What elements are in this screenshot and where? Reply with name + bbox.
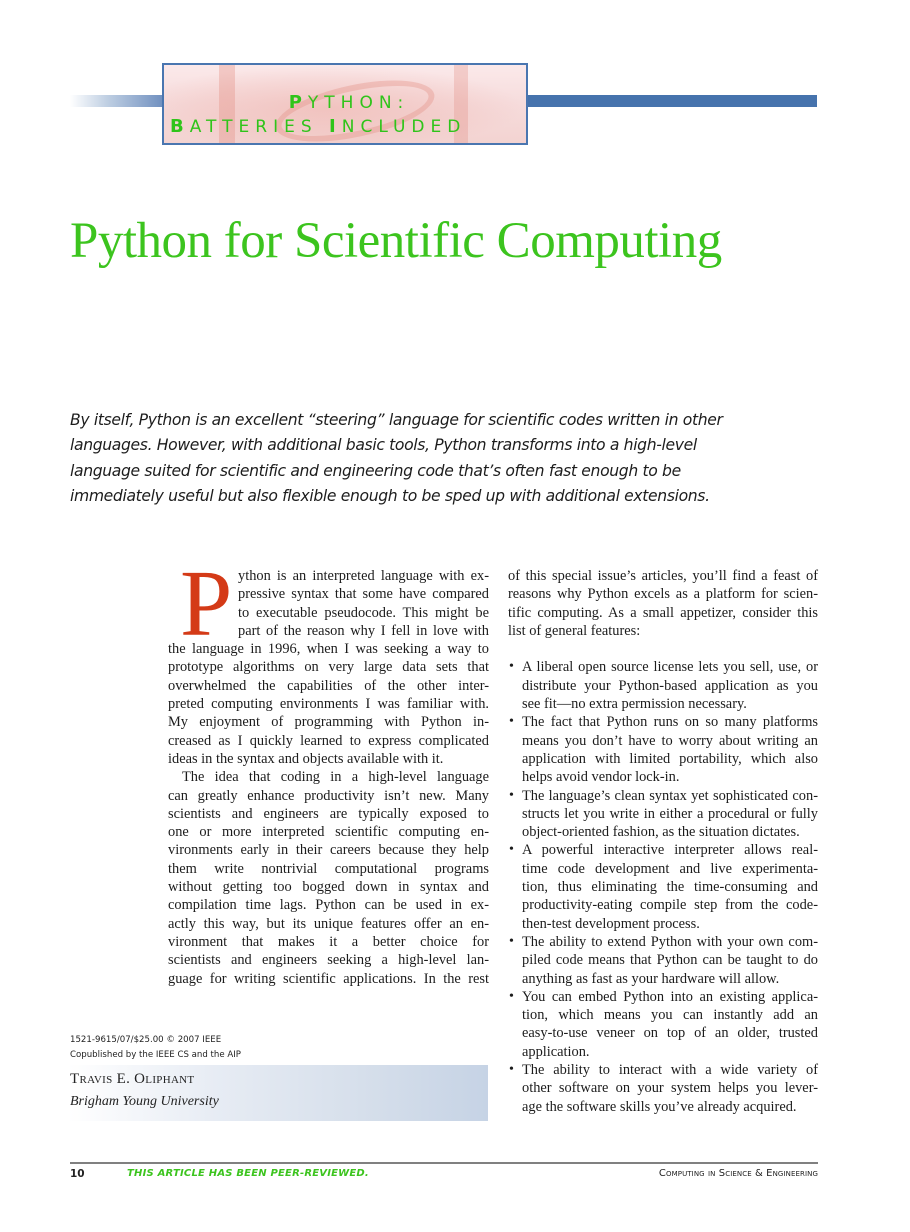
bullet-line: structs let you write in either a procedural or fully	[522, 805, 818, 822]
article-title: Python for Scientific Computing	[70, 213, 722, 269]
bullet-line: anything as fast as your hardware will allow.	[522, 970, 780, 987]
department-title-line2: BATTERIES INCLUDED	[170, 116, 467, 137]
body-line: actly this way, but its unique features offer an en-	[168, 915, 489, 932]
body-line: vironments early in their careers because they help	[168, 842, 489, 859]
body-line: overwhelmed the capabilities of the other inter-	[168, 677, 489, 694]
body-line: My enjoyment of programming with Python in-	[168, 714, 489, 731]
author-name: Travis E. Oliphant	[70, 1071, 195, 1087]
bullet-line: piled code means that Python can be taught to do	[522, 952, 818, 969]
author-affiliation: Brigham Young University	[70, 1094, 219, 1109]
body-line: list of general features:	[508, 622, 641, 639]
copyright-notice	[70, 1033, 241, 1063]
body-line: scientists and engineers seeking a high-level lan-	[168, 952, 489, 969]
page-number: 10	[70, 1168, 85, 1180]
header-band-right	[527, 95, 817, 107]
bullet-line: The ability to interact with a wide variety of	[522, 1062, 818, 1079]
feature-list-item	[508, 1061, 818, 1116]
body-line: ython is an interpreted language with ex-	[238, 568, 489, 584]
header-band-left	[70, 95, 164, 107]
body-column-right	[508, 567, 818, 1116]
bullet-line: other software on your system helps you lever-	[522, 1080, 818, 1097]
abstract-line: immediately useful but also flexible enough to be sped up with additional extensions.	[70, 487, 710, 506]
feature-list-item	[508, 841, 818, 932]
body-line: preted computing environments I was familiar with.	[168, 696, 489, 713]
body-line: The idea that coding in a high-level language	[182, 769, 489, 786]
journal-name: Computing in Science & Engineering	[658, 1168, 818, 1179]
feature-list	[508, 658, 818, 1115]
bullet-line: distribute your Python-based application as you	[522, 677, 818, 694]
bullet-line: easy-to-use veneer on top of an older, trusted	[522, 1025, 818, 1042]
bullet-line: application.	[522, 1043, 590, 1060]
body-column-left	[168, 552, 489, 988]
abstract-line: language suited for scientific and engineering code that’s often fast enough to be	[70, 461, 681, 480]
bullet-icon: •	[509, 842, 514, 858]
copublished-line: Copublished by the IEEE CS and the AIP	[70, 1050, 241, 1060]
body-line: vironment that makes it a better choice for	[168, 933, 489, 950]
feature-list-item	[508, 658, 818, 713]
bullet-line: tion, which means you can instantly add an	[522, 1007, 818, 1024]
body-line: can greatly enhance productivity isn’t new. Many	[168, 787, 489, 804]
bullet-line: object-oriented fashion, as the situation dictates.	[522, 824, 800, 841]
bullet-icon: •	[509, 659, 514, 675]
body-line: to executable pseudocode. This might be	[238, 604, 489, 621]
body-line: tific computing. As a small appetizer, consider this	[508, 604, 818, 621]
article-abstract	[70, 408, 770, 510]
bullet-icon: •	[509, 787, 514, 803]
bullet-line: means you don’t have to worry about writing an	[522, 732, 818, 749]
abstract-line: languages. However, with additional basic tools, Python transforms into a high-level	[70, 436, 697, 455]
feature-list-item	[508, 988, 818, 1061]
body-line: of this special issue’s articles, you’ll find a feast of	[508, 568, 818, 584]
body-line: part of the reason why I fell in love with	[238, 622, 489, 639]
feature-list-item	[508, 713, 818, 786]
bullet-line: The ability to extend Python with your own com-	[522, 933, 818, 950]
department-title-line1: PYTHON:	[288, 92, 410, 113]
footer-rule	[70, 1162, 818, 1164]
body-line: guage for writing scientific applications. In the rest	[168, 970, 489, 987]
body-line: without getting too bogged down in syntax and	[168, 879, 489, 896]
body-line: prototype algorithms on very large data sets that	[168, 659, 489, 676]
body-line: pressive syntax that some have compared	[238, 586, 489, 603]
bullet-icon: •	[509, 988, 514, 1004]
bullet-line: The fact that Python runs on so many platforms	[522, 714, 818, 731]
bullet-line: see fit—no extra permission necessary.	[522, 696, 747, 713]
drop-cap: P	[180, 552, 233, 656]
bullet-line: A powerful interactive interpreter allows real-	[522, 842, 818, 859]
body-line: one or more interpreted scientific computing en-	[168, 824, 489, 841]
body-line: compilation time lags. Python can be used in ex-	[168, 897, 489, 914]
body-line: creased as I quickly learned to express complicated	[168, 732, 489, 749]
bullet-line: then-test development process.	[522, 915, 700, 932]
bullet-line: productivity-eating compile step from the code-	[522, 897, 818, 914]
body-line: scientists and engineers are typically exposed to	[168, 805, 489, 822]
bullet-line: A liberal open source license lets you sell, use, or	[522, 659, 818, 676]
abstract-line: By itself, Python is an excellent “steering” language for scientific codes written in other	[70, 411, 723, 429]
bullet-line: You can embed Python into an existing applica-	[522, 988, 818, 1005]
body-line: ideas in the syntax and objects available with it.	[168, 750, 444, 767]
feature-list-item	[508, 787, 818, 842]
body-line: the language in 1996, when I was seeking a way to	[168, 641, 489, 658]
author-box	[68, 1065, 488, 1121]
copyright-line: 1521-9615/07/$25.00 © 2007 IEEE	[70, 1035, 222, 1045]
peer-review-note: THIS ARTICLE HAS BEEN PEER-REVIEWED.	[127, 1168, 369, 1179]
bullet-icon: •	[509, 933, 514, 949]
bullet-line: helps avoid vendor lock-in.	[522, 769, 680, 786]
bullet-line: age the software skills you’ve already acquired.	[522, 1098, 797, 1115]
body-line: reasons why Python excels as a platform for scien-	[508, 586, 818, 603]
bullet-icon: •	[509, 714, 514, 730]
bullet-line: The language’s clean syntax yet sophisticated con-	[522, 787, 818, 804]
bullet-icon: •	[509, 1062, 514, 1078]
feature-list-item	[508, 933, 818, 988]
department-banner	[162, 63, 528, 145]
bullet-line: application with limited portability, which also	[522, 750, 818, 767]
bullet-line: tion, thus eliminating the time-consuming and	[522, 879, 818, 896]
body-line: them write nontrivial computational programs	[168, 860, 489, 877]
bullet-line: time code development and live experimenta-	[522, 860, 818, 877]
